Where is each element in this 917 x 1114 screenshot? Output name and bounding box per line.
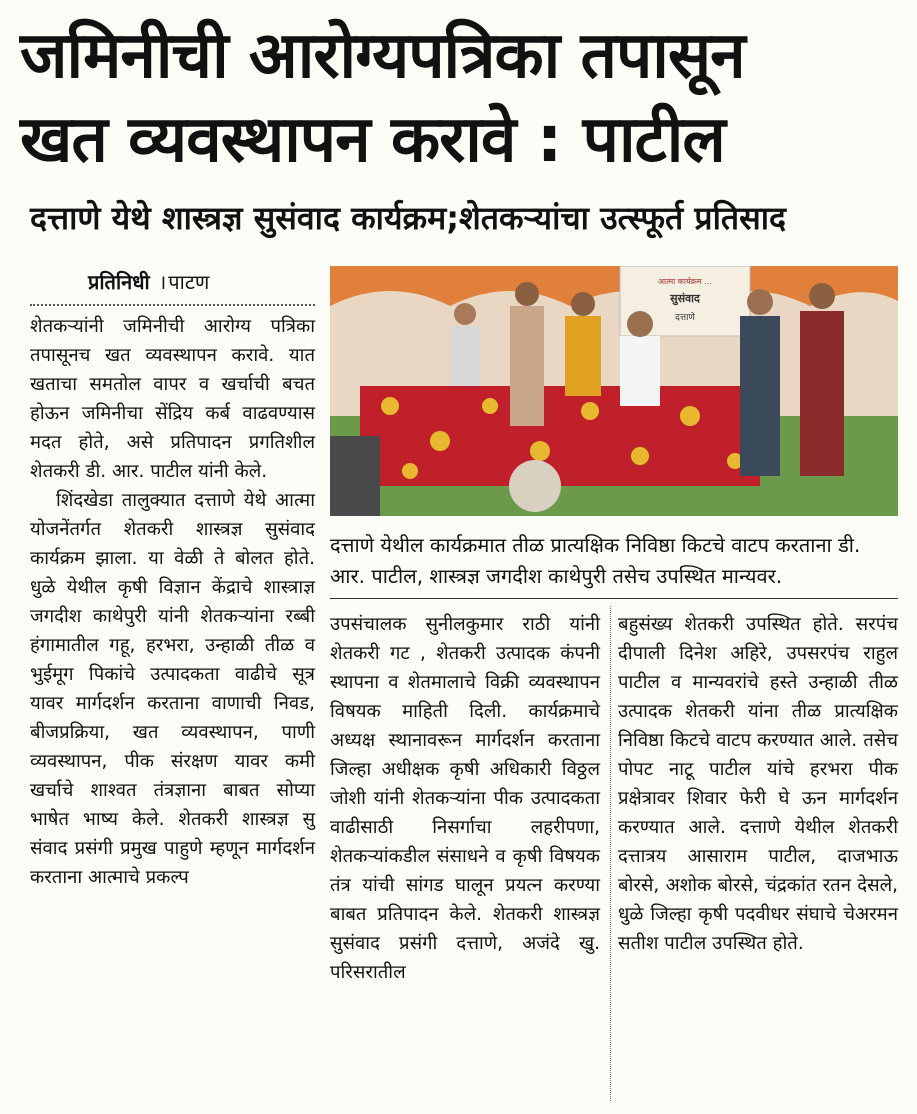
column-divider xyxy=(610,606,611,1101)
banner-text: दत्ताणे xyxy=(675,313,695,323)
headline-line-2: खत व्यवस्थापन करावे : पाटील xyxy=(20,103,725,177)
banner-text: सुसंवाद xyxy=(670,292,700,305)
byline-reporter: प्रतिनिधी xyxy=(88,270,150,294)
byline xyxy=(88,268,209,295)
headline xyxy=(20,14,900,182)
event-photo xyxy=(330,266,898,516)
subheadline: दत्ताणे येथे शास्त्रज्ञ सुसंवाद कार्यक्रम;शेतकऱ्यांचा उत्स्फूर्त प्रतिसाद xyxy=(30,199,787,237)
article-paragraph: बहुसंख्य शेतकरी उपस्थित होते. सरपंच दीपाली दिनेश अहिरे, उपसरपंच राहुल पाटील व मान्यवरांचे हस्ते उन्हाळी तीळ उत्पादक शेतकरी यांना तीळ प्रात्यक्षिक निविष्ठा किटचे वाटप करण्यात आले. तसेच पोपट नाटू पाटील यांचे हरभरा पीक प्रक्षेत्रावर शिवार फेरी घे ऊन मार्गदर्शन करण्यात आले. दत्ताणे येथील शेतकरी दत्तात्रय आसाराम पाटील, दाजभाऊ बोरसे, अशोक बोरसे, चंद्रकांत रतन देसले, धुळे जिल्हा कृषी पदवीधर संघाचे चेअरमन सतीश पाटील उपस्थित होते. xyxy=(618,614,898,954)
photo-caption: दत्ताणे येथील कार्यक्रमात तीळ प्रात्यक्षिक निविष्ठा किटचे वाटप करताना डी. आर. पाटील, शास्त्रज्ञ जगदीश काथेपुरी तसेच उपस्थित मान्यवर. xyxy=(330,533,861,588)
article-column-2 xyxy=(330,610,600,987)
banner-text: आत्मा कार्यक्रम … xyxy=(657,277,713,286)
caption-divider xyxy=(330,598,898,599)
headline-line-1: जमिनीची आरोग्यपत्रिका तपासून xyxy=(20,19,745,93)
table-cloth xyxy=(360,386,760,486)
article-column-1 xyxy=(30,312,315,892)
byline-divider xyxy=(30,304,315,306)
article-paragraph: शेतकऱ्यांनी जमिनीची आरोग्य पत्रिका तपासूनच खत व्यवस्थापन करावे. यात खताचा समतोल वापर व खर्चाची बचत होऊन जमिनीचा सेंद्रिय कर्ब वाढवण्यास मदत होते, असे प्रतिपादन प्रगतिशील शेतकरी डी. आर. पाटील यांनी केले. xyxy=(30,316,315,482)
article-paragraph: उपसंचालक सुनीलकुमार राठी यांनी शेतकरी गट , शेतकरी उत्पादक कंपनी स्थापना व शेतमालाचे विक्री व्यवस्थापन विषयक माहिती दिली. कार्यक्रमाचे अध्यक्ष स्थानावरून मार्गदर्शन करताना जिल्हा अधीक्षक कृषी अधिकारी विठ्ठल जोशी यांनी शेतकऱ्यांना पीक उत्पादकता वाढीसाठी निसर्गाचा लहरीपणा, शेतकऱ्यांकडील संसाधने व कृषी विषयक तंत्र यांची सांगड घालून प्रयत्न करण्या बाबत प्रतिपादन केले. शेतकरी शास्त्रज्ञ सुसंवाद प्रसंगी दत्ताणे, अजंदे खु. परिसरातील xyxy=(330,614,600,983)
article-paragraph: शिंदखेडा तालुक्यात दत्ताणे येथे आत्मा योजनेंतर्गत शेतकरी शास्त्रज्ञ सुसंवाद कार्यक्रम झाला. या वेळी ते बोलत होते. धुळे येथील कृषी विज्ञान केंद्राचे शास्त्राज्ञ जगदीश काथेपुरी यांनी शेतकऱ्यांना रब्बी हंगामातील गहू, हरभरा, उन्हाळी तीळ व भुईमूग पिकांचे उत्पादकता वाढीचे सूत्र यावर मार्गदर्शन करताना वाणाची निवड, बीजप्रक्रिया, खत व्यवस्थापन, पाणी व्यवस्थापन, पीक संरक्षण यावर कमी खर्चाचे शाश्वत तंत्रज्ञाना बाबत सोप्या भाषेत भाष्य केले. शेतकरी शास्त्रज्ञ सु संवाद प्रसंगी प्रमुख पाहुणे म्हणून मार्गदर्शन करताना आत्माचे प्रकल्प xyxy=(30,490,315,888)
article-column-3 xyxy=(618,610,898,958)
byline-place: पाटण xyxy=(168,270,210,294)
byline-separator: । xyxy=(158,270,167,294)
